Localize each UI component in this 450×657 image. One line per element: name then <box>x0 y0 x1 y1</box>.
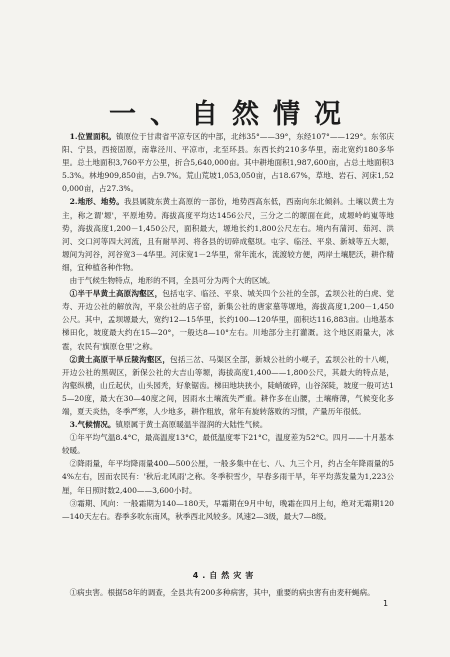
paragraph-heading: ②黄土高原干旱丘陵沟壑区， <box>69 354 171 364</box>
paragraph-text: 由于气候生物特点，地形的不同，全县可分为两个大的区域。 <box>69 276 275 286</box>
body-text <box>62 130 394 523</box>
page-number: 1 <box>383 599 389 608</box>
paragraph <box>62 586 394 599</box>
paragraph <box>62 457 394 496</box>
page-title: 一、自然情况 <box>109 99 355 130</box>
paragraph-text: ①年平均气温8.4°C，最高温度13°C，最低温度零下21°C，温度差为52°C。四月——十月基本较暖。 <box>62 433 394 456</box>
paragraph-text: ②降雨量，年平均降雨量400—500公厘，一般多集中在七、八、九三个月，约占全年降雨量的54%左右，因而农民有：'秋后北风雨'之称。冬季积雪少，早春多雨干旱，年平均蒸发量为1,223公厘，年日照时数2,400——3,600小时。 <box>62 459 394 495</box>
paragraph-heading: 1.位置面积。 <box>69 132 116 141</box>
paragraph <box>62 287 394 352</box>
paragraph <box>62 195 394 274</box>
paragraph-text: 包括三岔、马渠区全部，新城公社的小岘子，孟坝公社的十八岘，开边公社的黑砚区，新保公社的大吉山等塬，海拔高度1,400——1,800公尺，其最大的特点是，沟壑纵横，山丘起伏，山头园秃，好象锯齿。梯田地块狭小，陡峭破碎，山谷深陡，坡度一般可达15—20度，最大在30—40度之间，因雨水土壤流失严重。耕作多在山腰，土壤瘠薄，气候变化多端，夏天炎热，冬季严寒，人少地多，耕作粗放，常年有旋转落败的习惯，产量历年很低。 <box>62 354 394 416</box>
paragraph-text: 镇原位于甘肃省平凉专区的中部，北纬35°——39°，东经107°——129°。东邻庆阳、宁县，西接固原，南靠泾川、平凉市，北至环县。东西长约210多华里，南北宽约180多华里。总土地面积3,760平方公里，折合5,640,000亩。其中耕地面积1,987,600亩，占总土地面积35.3%。林地909,850亩，占9.7%。荒山荒坡1,053,050亩，占18.67%，草地、岩石、河床1,520,000亩，占27.3%。 <box>62 132 394 194</box>
paragraph <box>62 431 394 457</box>
paragraph <box>62 497 394 523</box>
paragraph-text: ①病虫害。根据58年的调查，全县共有200多种病害，其中，重要的病虫害有由麦秆蝇病。 <box>69 588 375 597</box>
paragraph <box>62 130 394 195</box>
paragraph-text: ③霜期、风向：一般霜期为140—180天，早霜期在9月中旬，晚霜在四月上旬，绝对无霜期120—140天左右。春季多吹东南风，秋季西北风较多。风速2—3级，最大7—8级。 <box>62 498 394 521</box>
paragraph-heading: 2.地形、地势。 <box>69 197 124 207</box>
paragraph-heading: ①半干旱黄土高原沟壑区， <box>69 289 163 299</box>
paragraph <box>62 418 394 431</box>
section-heading: 4.自然灾害 <box>192 571 258 580</box>
paragraph <box>62 353 394 418</box>
paragraph-heading: 3.气候情况。 <box>69 420 116 430</box>
body-text-continued <box>62 586 394 599</box>
paragraph-text: 我县属陇东黄土高原的一部份，地势西高东低，西南向东北倾斜。土壤以黄土为主，称之谓'塬'，平原地势。海拔高度平均达1456公尺，三分之二的塬面在此，成塬岭屿嵬等地势，海拔高度1,200－1,450公尺，面积最大，塬地长约1,800公尺左右。境内有蒲河、茹河、洪河、交口河等四大河流，且有耐旱河、将各县的切碎成壑坝。屯字、临泾、平泉、新城等五大塬，塬间为河谷，河谷宽3－4华里。河床宽1－2华里，常年流水，流渡较方便，两岸土壤肥沃，耕作精细，宜种植各种作物。 <box>62 197 394 272</box>
paragraph-text: 包括屯字、临泾、平泉、城关四个公社的全部，孟坝公社的白虎、觉寿、开边公社的解放沟，平泉公社的店子窑，新集公社的唐家墓等塬地，海拔高度1,200－1,450公尺。其中，孟坝塬最大，宽约12—15华里，长约100—120华里，面积达116,883亩。山地基本梯田化，坡度最大约在15—20°，一般达8—10°左右。川地部分主打灌溉。这个地区雨量大，冰雹，农民有'旗原仓里'之称。 <box>62 289 395 351</box>
paragraph-text: 镇原属于黄土高原暖温半湿润的大陆性气候。 <box>115 420 268 430</box>
paragraph <box>62 274 394 287</box>
